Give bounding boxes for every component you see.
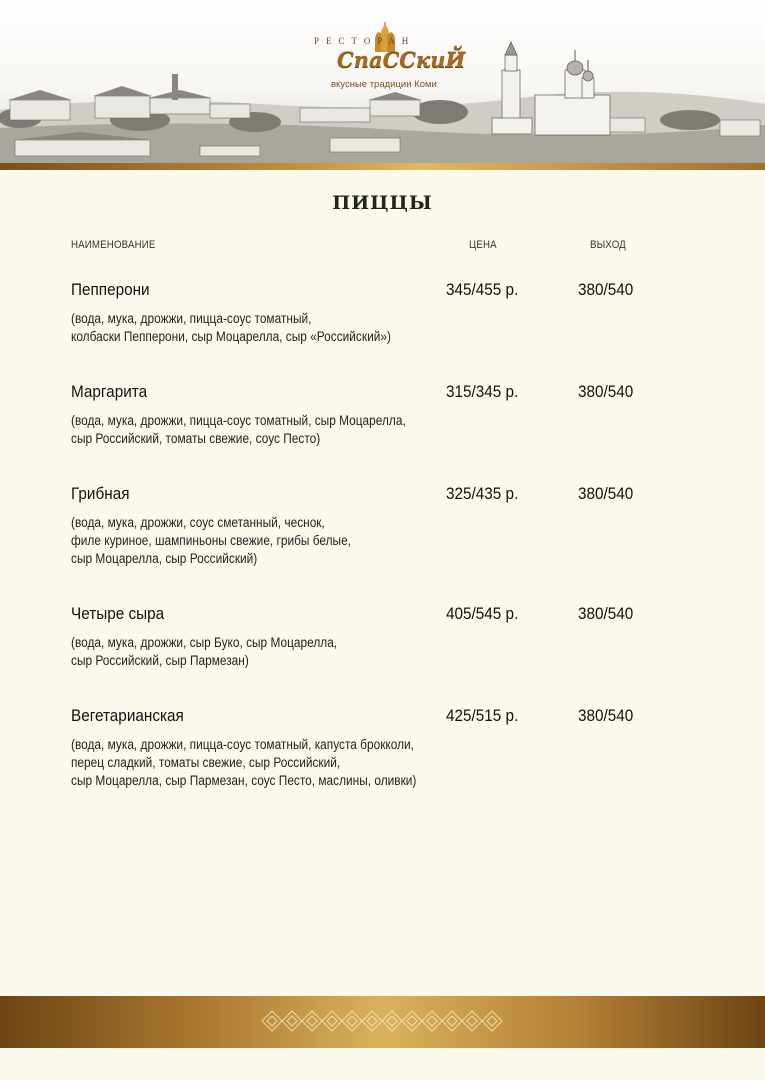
item-yield: 380/540 bbox=[578, 280, 634, 299]
item-description-line: сыр Российский, томаты свежие, соус Песто) bbox=[71, 431, 321, 446]
item-description bbox=[71, 310, 441, 346]
item-description-line: (вода, мука, дрожжи, соус сметанный, чеснок, bbox=[71, 515, 325, 530]
item-yield: 380/540 bbox=[578, 604, 634, 623]
item-name: Вегетарианская bbox=[71, 706, 184, 725]
header-gold-strip bbox=[0, 163, 765, 170]
item-description-line: (вода, мука, дрожжи, пицца-соус томатный, капуста брокколи, bbox=[71, 737, 414, 752]
column-header-price: ЦЕНА bbox=[469, 239, 497, 251]
page-title: ПИЦЦЫ bbox=[332, 192, 433, 214]
logo-tagline: вкусные традиции Коми bbox=[331, 79, 437, 90]
ornament-pattern-icon bbox=[262, 1006, 504, 1036]
item-price: 315/345 р. bbox=[446, 382, 519, 401]
logo-restaurant-name: СпаССкиЙ bbox=[337, 47, 466, 72]
item-description-line: сыр Моцарелла, сыр Российский) bbox=[71, 551, 258, 566]
item-description bbox=[71, 514, 441, 568]
item-name: Грибная bbox=[71, 484, 130, 503]
column-header-name: НАИМЕНОВАНИЕ bbox=[71, 239, 156, 251]
footer-gold-band bbox=[0, 996, 765, 1048]
item-price: 425/515 р. bbox=[446, 706, 519, 725]
item-description bbox=[71, 634, 441, 670]
item-description bbox=[71, 412, 441, 448]
item-name: Маргарита bbox=[71, 382, 148, 401]
restaurant-logo bbox=[300, 22, 470, 97]
item-description-line: колбаски Пепперони, сыр Моцарелла, сыр «Российский») bbox=[71, 329, 391, 344]
item-description-line: (вода, мука, дрожжи, пицца-соус томатный, сыр Моцарелла, bbox=[71, 413, 406, 428]
item-description-line: сыр Моцарелла, сыр Пармезан, соус Песто, маслины, оливки) bbox=[71, 773, 417, 788]
item-price: 405/545 р. bbox=[446, 604, 519, 623]
item-description-line: филе куриное, шампиньоны свежие, грибы белые, bbox=[71, 533, 352, 548]
item-price: 345/455 р. bbox=[446, 280, 519, 299]
item-price: 325/435 р. bbox=[446, 484, 519, 503]
item-description-line: сыр Российский, сыр Пармезан) bbox=[71, 653, 249, 668]
item-description-line: перец сладкий, томаты свежие, сыр Российский, bbox=[71, 755, 341, 770]
item-name: Четыре сыра bbox=[71, 604, 165, 623]
item-yield: 380/540 bbox=[578, 484, 634, 503]
item-description-line: (вода, мука, дрожжи, пицца-соус томатный, bbox=[71, 311, 312, 326]
column-header-yield: ВЫХОД bbox=[590, 239, 626, 251]
item-description-line: (вода, мука, дрожжи, сыр Буко, сыр Моцарелла, bbox=[71, 635, 338, 650]
logo-restaurant-word: РЕСТОРАН bbox=[314, 36, 416, 46]
item-yield: 380/540 bbox=[578, 706, 634, 725]
header-banner bbox=[0, 0, 765, 163]
item-name: Пепперони bbox=[71, 280, 150, 299]
item-description bbox=[71, 736, 441, 790]
item-yield: 380/540 bbox=[578, 382, 634, 401]
